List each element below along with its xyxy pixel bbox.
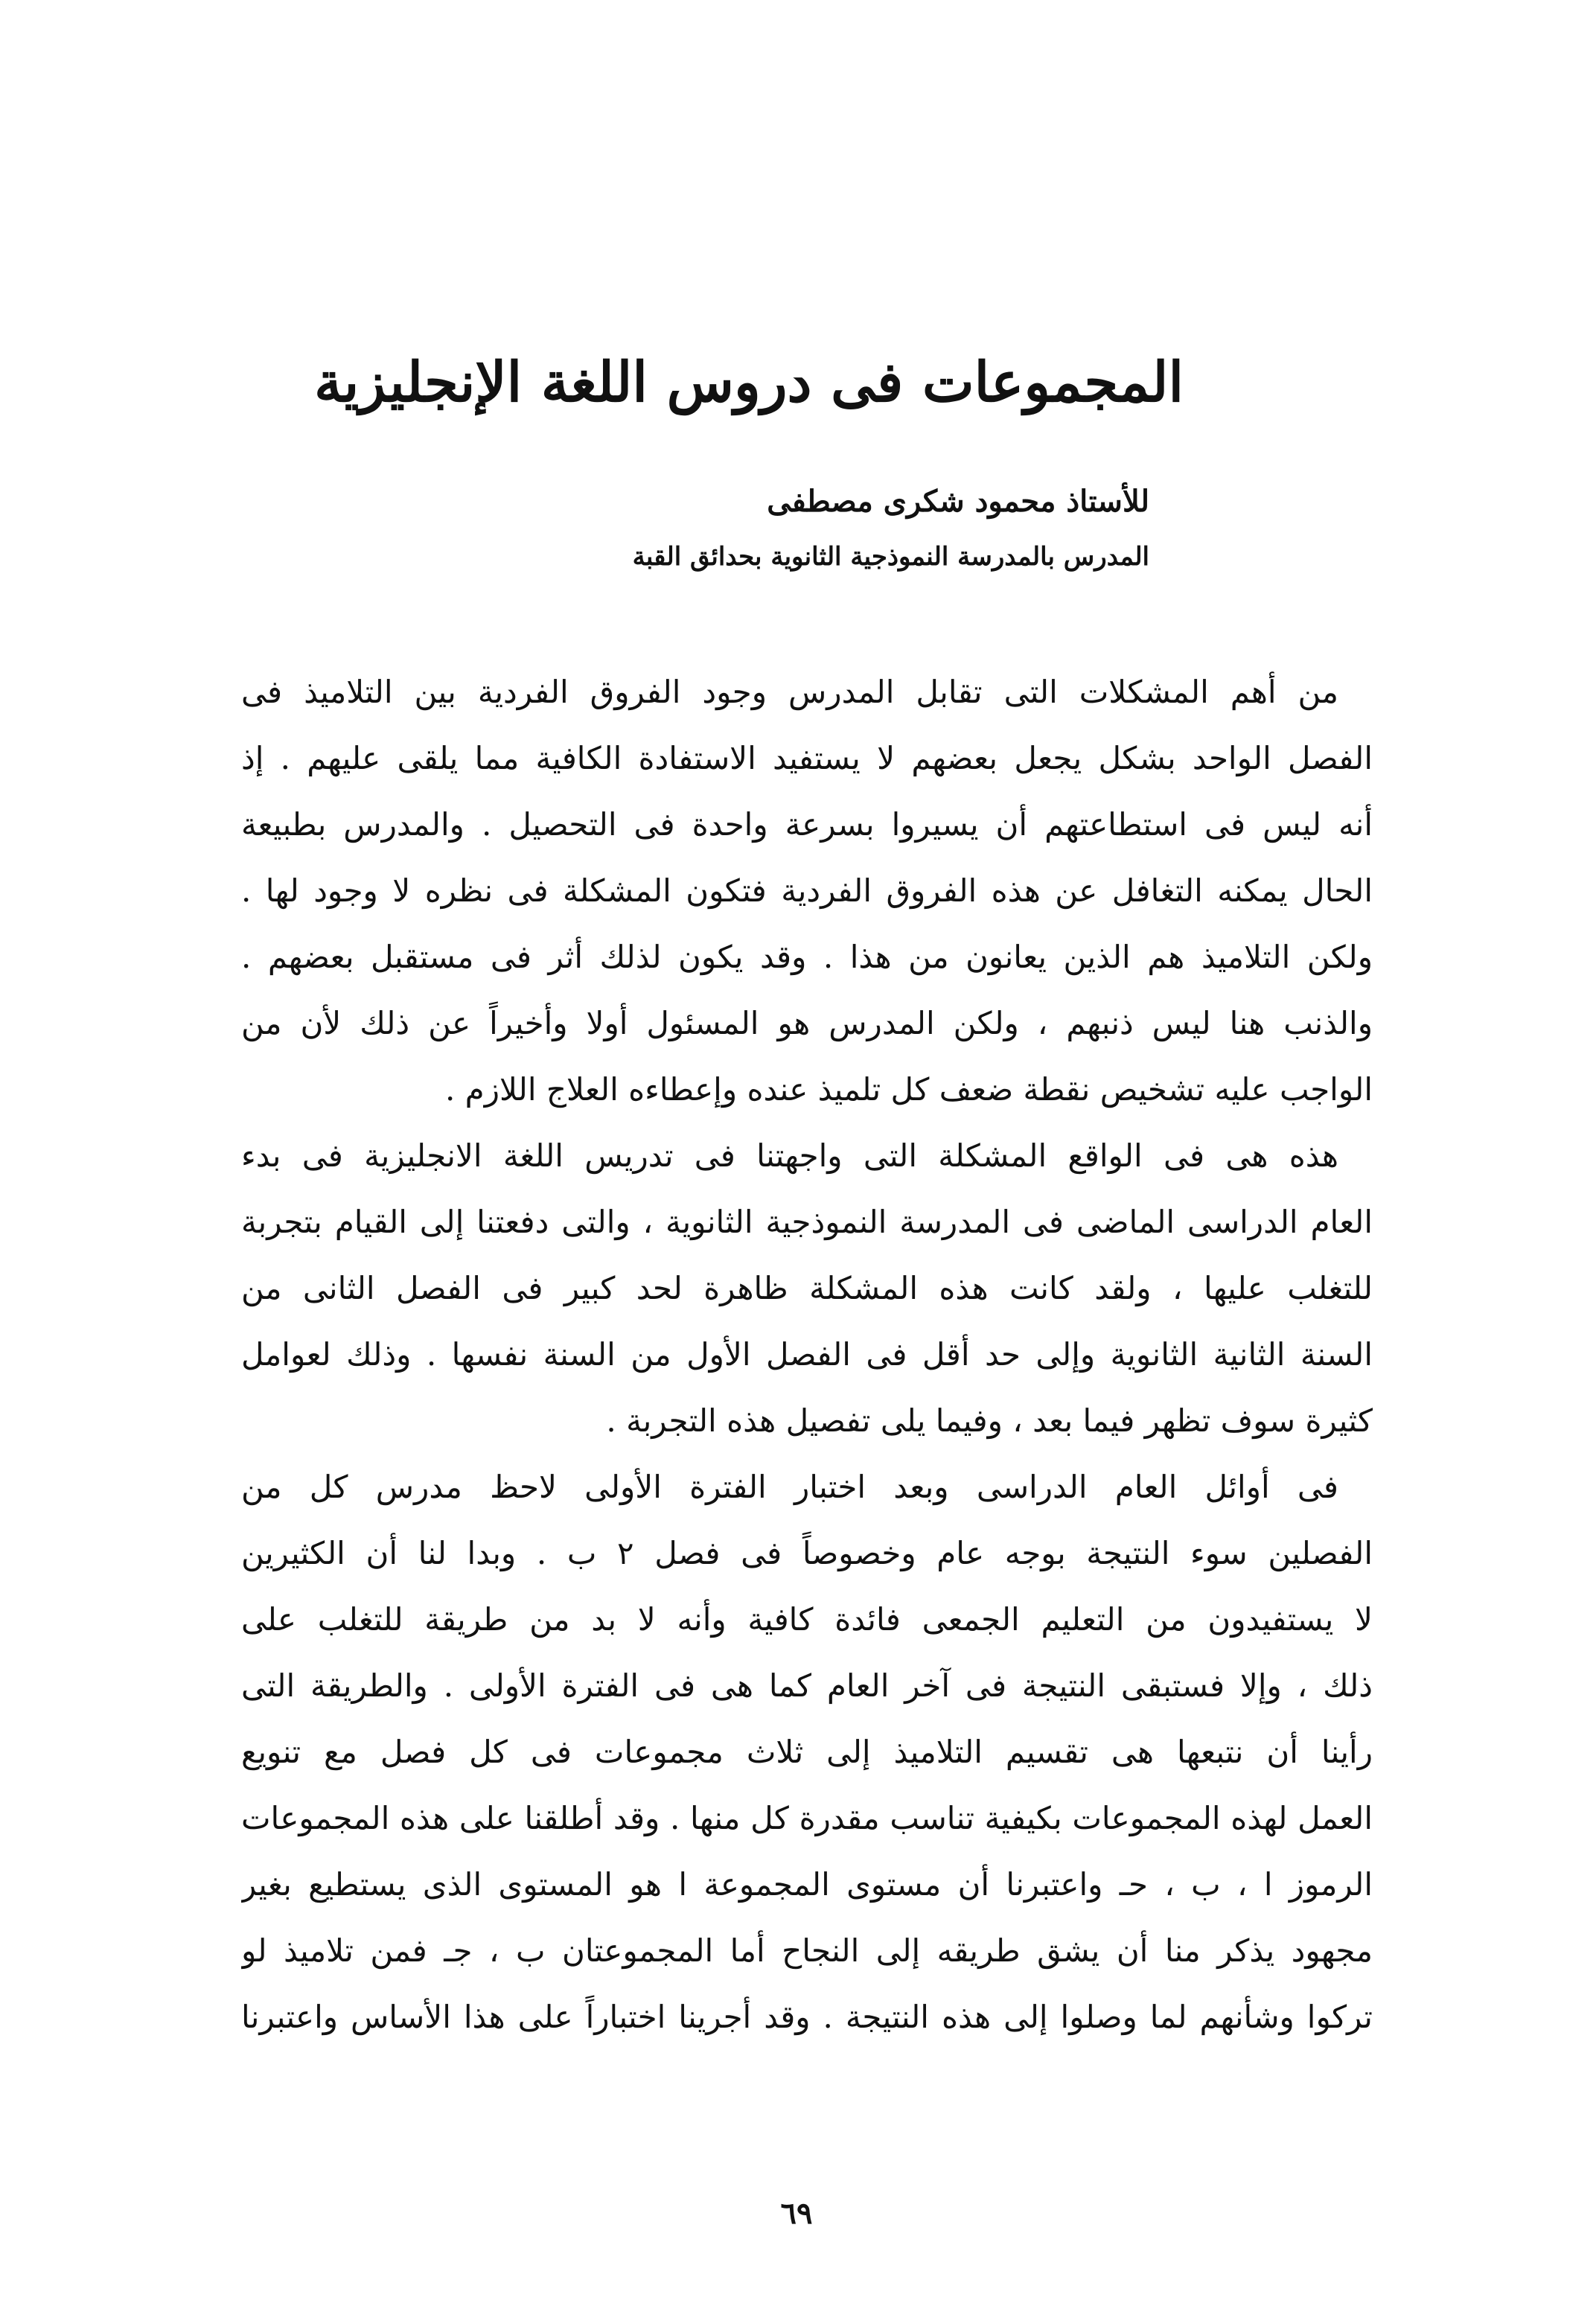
text-line: الحال يمكنه التغافل عن هذه الفروق الفردية فتكون المشكلة فى نظره لا وجود لها . xyxy=(241,872,1373,909)
text-line: رأينا أن نتبعها هى تقسيم التلاميذ إلى ثلاث مجموعات فى كل فصل مع تنويع xyxy=(241,1734,1373,1770)
text-line: الواجب عليه تشخيص نقطة ضعف كل تلميذ عنده وإعطاءه العلاج اللازم . xyxy=(444,1071,1373,1108)
text-line: الرموز ا ، ب ، حـ واعتبرنا أن مستوى المجموعة ا هو المستوى الذى يستطيع بغير xyxy=(241,1866,1373,1903)
text-line: لا يستفيدون من التعليم الجمعى فائدة كافية وأنه لا بد من طريقة للتغلب على xyxy=(241,1601,1373,1638)
text-line: والذنب هنا ليس ذنبهم ، ولكن المدرس هو المسئول أولا وأخيراً عن ذلك لأن من xyxy=(241,1005,1373,1041)
article-body xyxy=(241,659,1373,2050)
text-line: مجهود يذكر منا أن يشق طريقه إلى النجاح أما المجموعتان ب ، جـ فمن تلاميذ لو xyxy=(241,1932,1373,1969)
text-line: السنة الثانية الثانوية وإلى حد أقل فى الفصل الأول من السنة نفسها . وذلك لعوامل xyxy=(241,1336,1373,1373)
author-affiliation: المدرس بالمدرسة النموذجية الثانوية بحدائق القبة xyxy=(632,542,1149,572)
text-line: العام الدراسى الماضى فى المدرسة النموذجية الثانوية ، والتى دفعتنا إلى القيام بتجربة xyxy=(241,1204,1373,1240)
text-line: الفصلين سوء النتيجة بوجه عام وخصوصاً فى فصل ٢ ب . وبدا لنا أن الكثيرين xyxy=(241,1535,1373,1571)
text-line: ذلك ، وإلا فستبقى النتيجة فى آخر العام كما هى فى الفترة الأولى . والطريقة التى xyxy=(241,1667,1373,1704)
text-line: ولكن التلاميذ هم الذين يعانون من هذا . وقد يكون لذلك أثر فى مستقبل بعضهم . xyxy=(241,939,1373,975)
article-title: المجموعات فى دروس اللغة الإنجليزية xyxy=(314,351,1184,415)
text-line: تركوا وشأنهم لما وصلوا إلى هذه النتيجة . وقد أجرينا اختباراً على هذا الأساس واعتبرنا xyxy=(241,1999,1373,2035)
text-line: كثيرة سوف تظهر فيما بعد ، وفيما يلى تفصيل هذه التجربة . xyxy=(606,1402,1373,1439)
text-line: الفصل الواحد بشكل يجعل بعضهم لا يستفيد الاستفادة الكافية مما يلقى عليهم . إذ xyxy=(241,740,1373,776)
text-line: فى أوائل العام الدراسى وبعد اختبار الفترة الأولى لاحظ مدرس كل من xyxy=(241,1469,1338,1505)
text-line: من أهم المشكلات التى تقابل المدرس وجود الفروق الفردية بين التلاميذ فى xyxy=(241,674,1338,710)
text-line: هذه هى فى الواقع المشكلة التى واجهتنا فى تدريس اللغة الانجليزية فى بدء xyxy=(241,1137,1338,1174)
page-number: ٦٩ xyxy=(780,2196,813,2231)
text-line: العمل لهذه المجموعات بكيفية تناسب مقدرة كل منها . وقد أطلقنا على هذه المجموعات xyxy=(241,1800,1373,1836)
text-line: للتغلب عليها ، ولقد كانت هذه المشكلة ظاهرة لحد كبير فى الفصل الثانى من xyxy=(241,1270,1373,1306)
author-line: للأستاذ محمود شكرى مصطفى xyxy=(767,484,1149,519)
text-line: أنه ليس فى استطاعتهم أن يسيروا بسرعة واحدة فى التحصيل . والمدرس بطبيعة xyxy=(241,806,1373,843)
